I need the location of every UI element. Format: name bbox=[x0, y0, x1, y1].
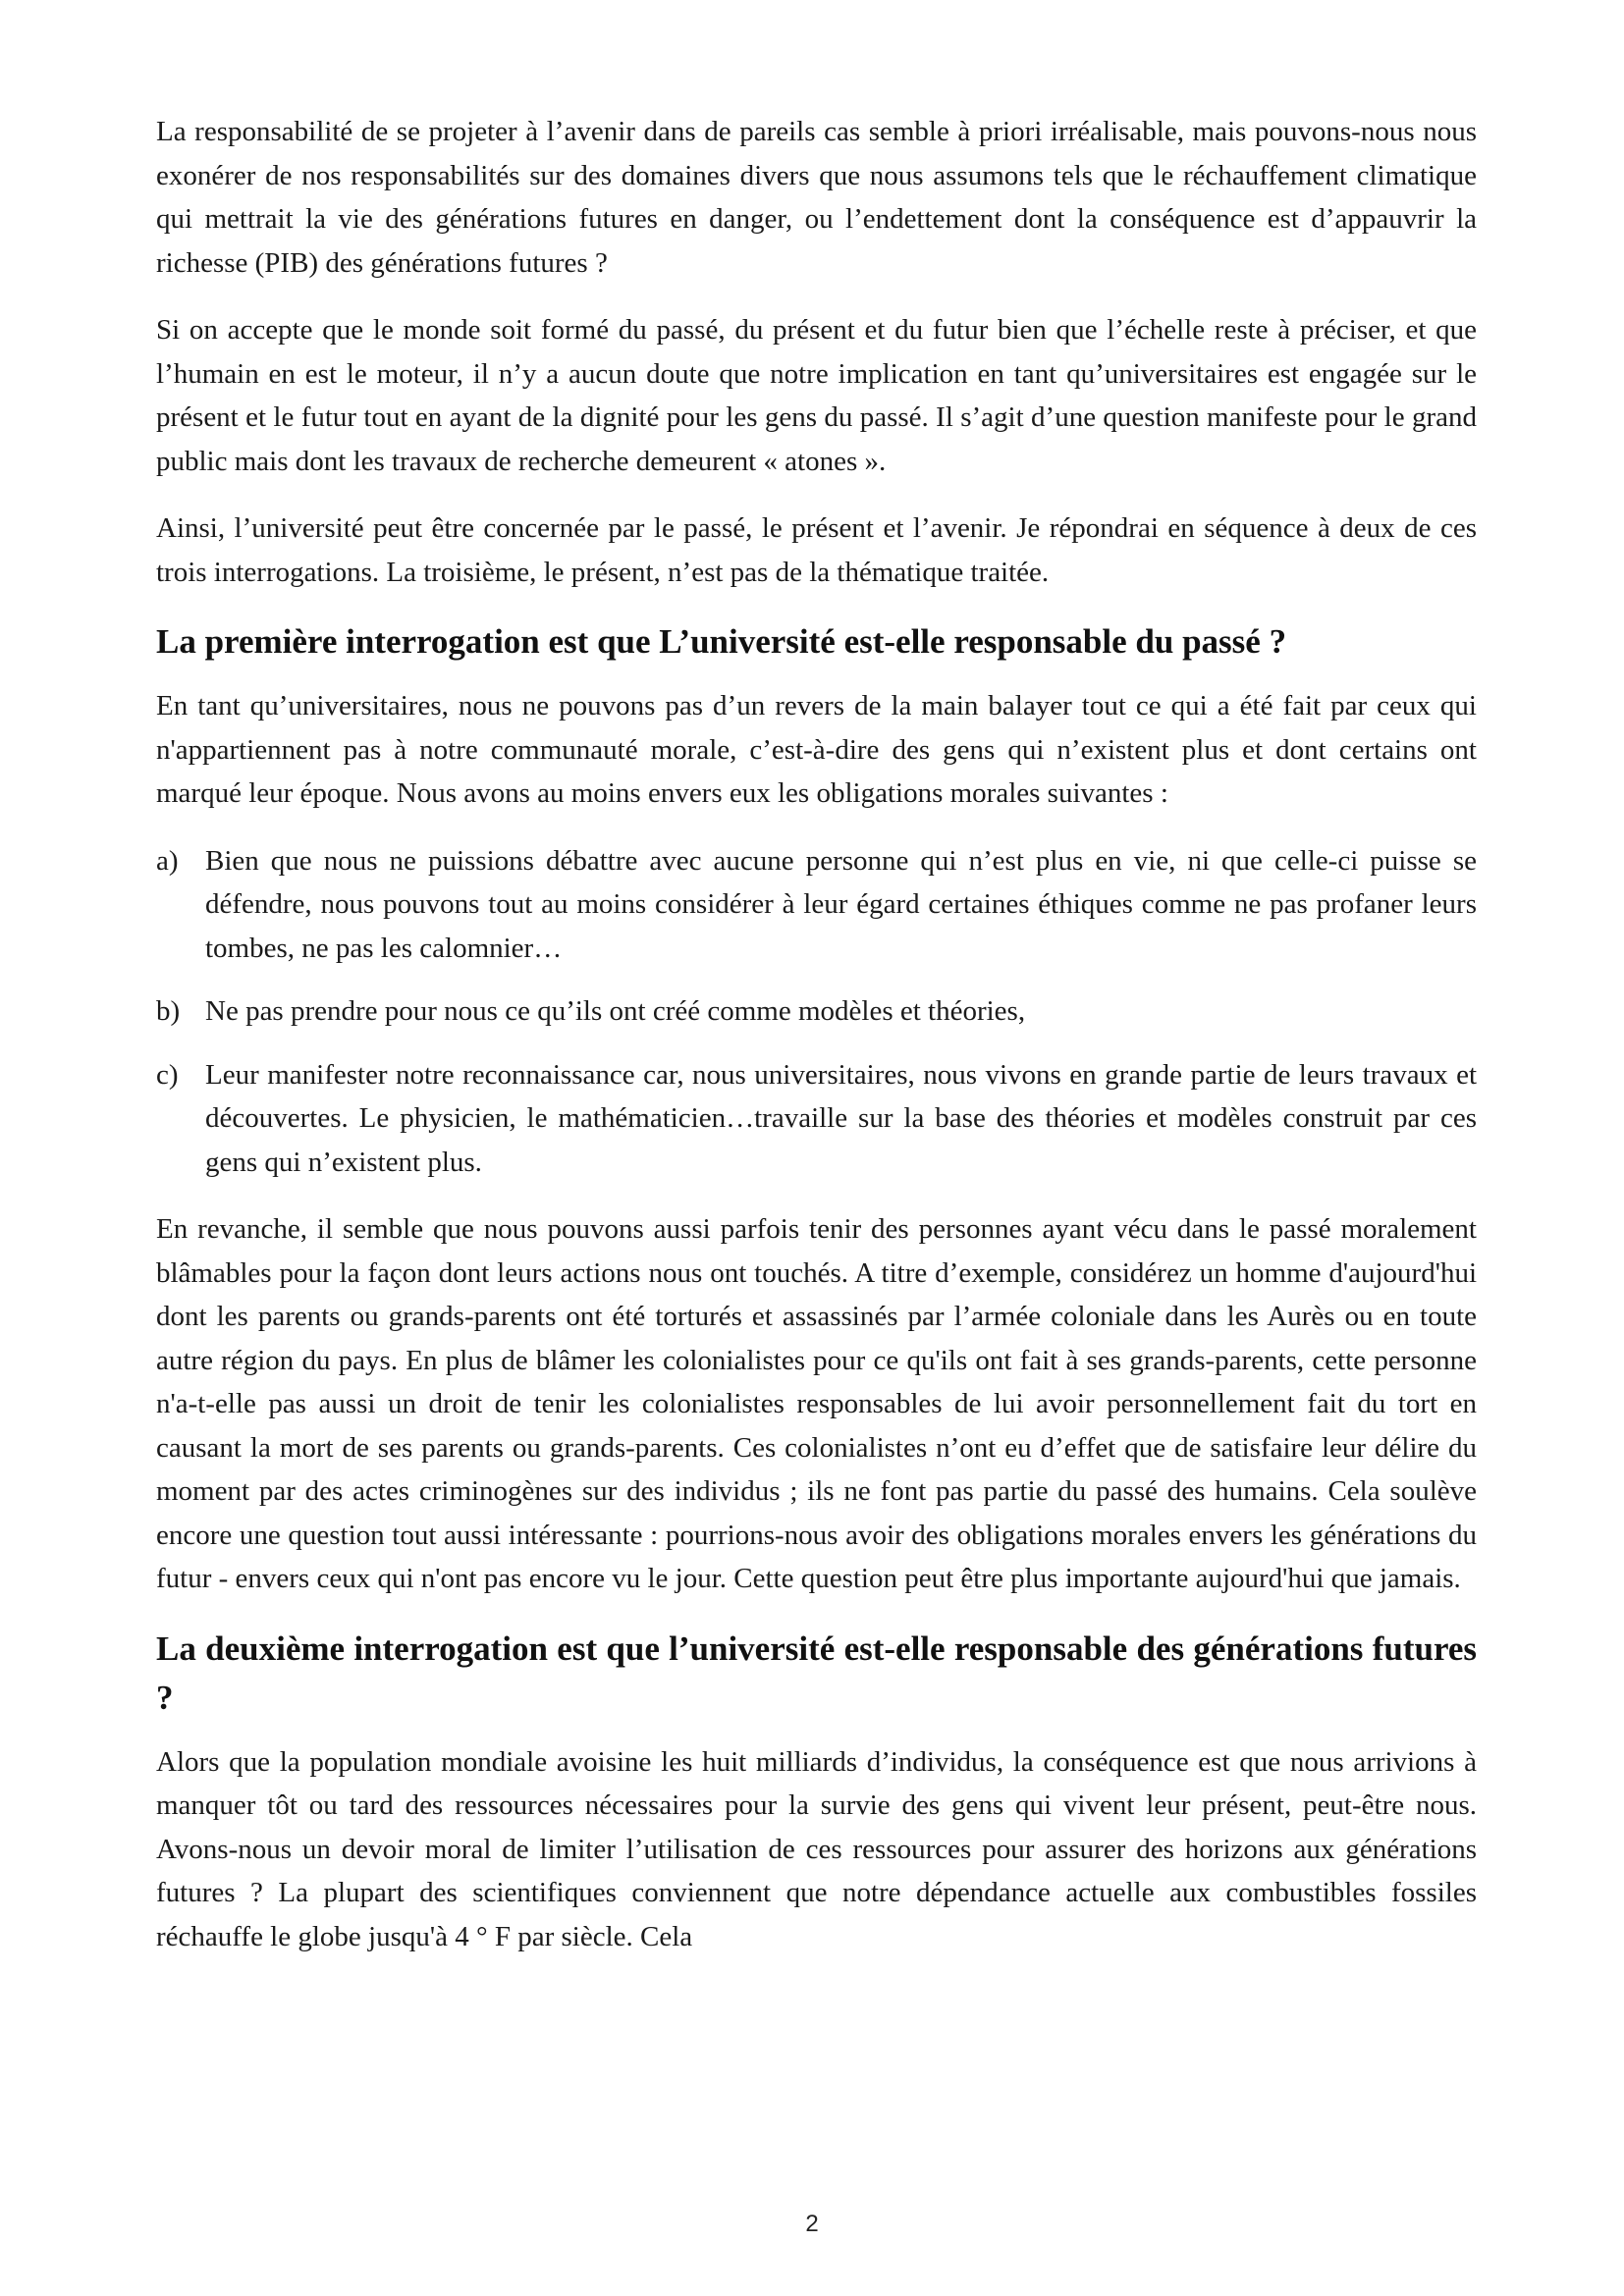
paragraph-three-interrogations: Ainsi, l’université peut être concernée par le passé, le présent et l’avenir. Je répondrai en séquence à deux de ces trois interrogations. La troisième, le présent, n’est pas de la thématique traitée. bbox=[156, 512, 1477, 588]
list-item bbox=[156, 839, 1477, 971]
list-marker: a) bbox=[156, 844, 179, 877]
list-marker: b) bbox=[156, 995, 181, 1027]
paragraph-world-population: Alors que la population mondiale avoisine les huit milliards d’individus, la conséquence est que nous arrivions à manquer tôt ou tard des ressources nécessaires pour la survie des gens qui vivent leur présent, peut-être nous. Avons-nous un devoir moral de limiter l’utilisation de ces ressources pour assurer des horizons aux générations futures ? La plupart des scientifiques conviennent que notre dépendance actuelle aux combustibles fossiles réchauffe le globe jusqu'à 4 ° F par siècle. Cela bbox=[156, 1745, 1477, 1952]
heading-first-interrogation: La première interrogation est que L’université est-elle responsable du passé ? bbox=[156, 622, 1287, 661]
list-marker: c) bbox=[156, 1058, 179, 1091]
heading-second-interrogation: La deuxième interrogation est que l’université est-elle responsable des générations futures ? bbox=[156, 1629, 1477, 1717]
list-item bbox=[156, 1053, 1477, 1185]
paragraph-past-present-future: Si on accepte que le monde soit formé du passé, du présent et du futur bien que l’échelle reste à préciser, et que l’humain en est le moteur, il n’y a aucun doute que notre implication en tant qu’universitaires est engagée sur le présent et le futur tout en ayant de la dignité pour les gens du passé. Il s’agit d’une question manifeste pour le grand public mais dont les travaux de recherche demeurent « atones ». bbox=[156, 314, 1477, 477]
paragraph-colonial-blame: En revanche, il semble que nous pouvons aussi parfois tenir des personnes ayant vécu dans le passé moralement blâmables pour la façon dont leurs actions nous ont touchés. A titre d’exemple, considérez un homme d'aujourd'hui dont les parents ou grands-parents ont été torturés et assassinés par l’armée coloniale dans les Aurès ou en toute autre région du pays. En plus de blâmer les colonialistes pour ce qu'ils ont fait à ses grands-parents, cette personne n'a-t-elle pas aussi un droit de tenir les colonialistes responsables de lui avoir personnellement fait du tort en causant la mort de ses parents ou grands-parents. Ces colonialistes n’ont eu d’effet que de satisfaire leur délire du moment par des actes criminogènes sur des individus ; ils ne font pas partie du passé des humains. Cela soulève encore une question tout aussi intéressante : pourrions-nous avoir des obligations morales envers les générations du futur - envers ceux qui n'ont pas encore vu le jour. Cette question peut être plus importante aujourd'hui que jamais. bbox=[156, 1213, 1477, 1594]
list-item-text: Ne pas prendre pour nous ce qu’ils ont créé comme modèles et théories, bbox=[205, 995, 1026, 1027]
page-number: 2 bbox=[805, 2211, 819, 2237]
list-item bbox=[156, 989, 1477, 1034]
paragraph-moral-community: En tant qu’universitaires, nous ne pouvons pas d’un revers de la main balayer tout ce qui a été fait par ceux qui n'appartiennent pas à notre communauté morale, c’est-à-dire des gens qui n’existent plus et dont certains ont marqué leur époque. Nous avons au moins envers eux les obligations morales suivantes : bbox=[156, 690, 1477, 809]
paragraph-responsibility-future: La responsabilité de se projeter à l’avenir dans de pareils cas semble à priori irréalisable, mais pouvons-nous nous exonérer de nos responsabilités sur des domaines divers que nous assumons tels que le réchauffement climatique qui mettrait la vie des générations futures en danger, ou l’endettement dont la conséquence est d’appauvrir la richesse (PIB) des générations futures ? bbox=[156, 116, 1477, 279]
moral-obligations-list bbox=[156, 839, 1477, 1185]
document-page bbox=[156, 110, 1477, 1982]
list-item-text: Leur manifester notre reconnaissance car, nous universitaires, nous vivons en grande partie de leurs travaux et découvertes. Le physicien, le mathématicien…travaille sur la base des théories et modèles construit par ces gens qui n’existent plus. bbox=[205, 1058, 1477, 1178]
list-item-text: Bien que nous ne puissions débattre avec aucune personne qui n’est plus en vie, ni que celle-ci puisse se défendre, nous pouvons tout au moins considérer à leur égard certaines éthiques comme ne pas profaner leurs tombes, ne pas les calomnier… bbox=[205, 844, 1477, 964]
